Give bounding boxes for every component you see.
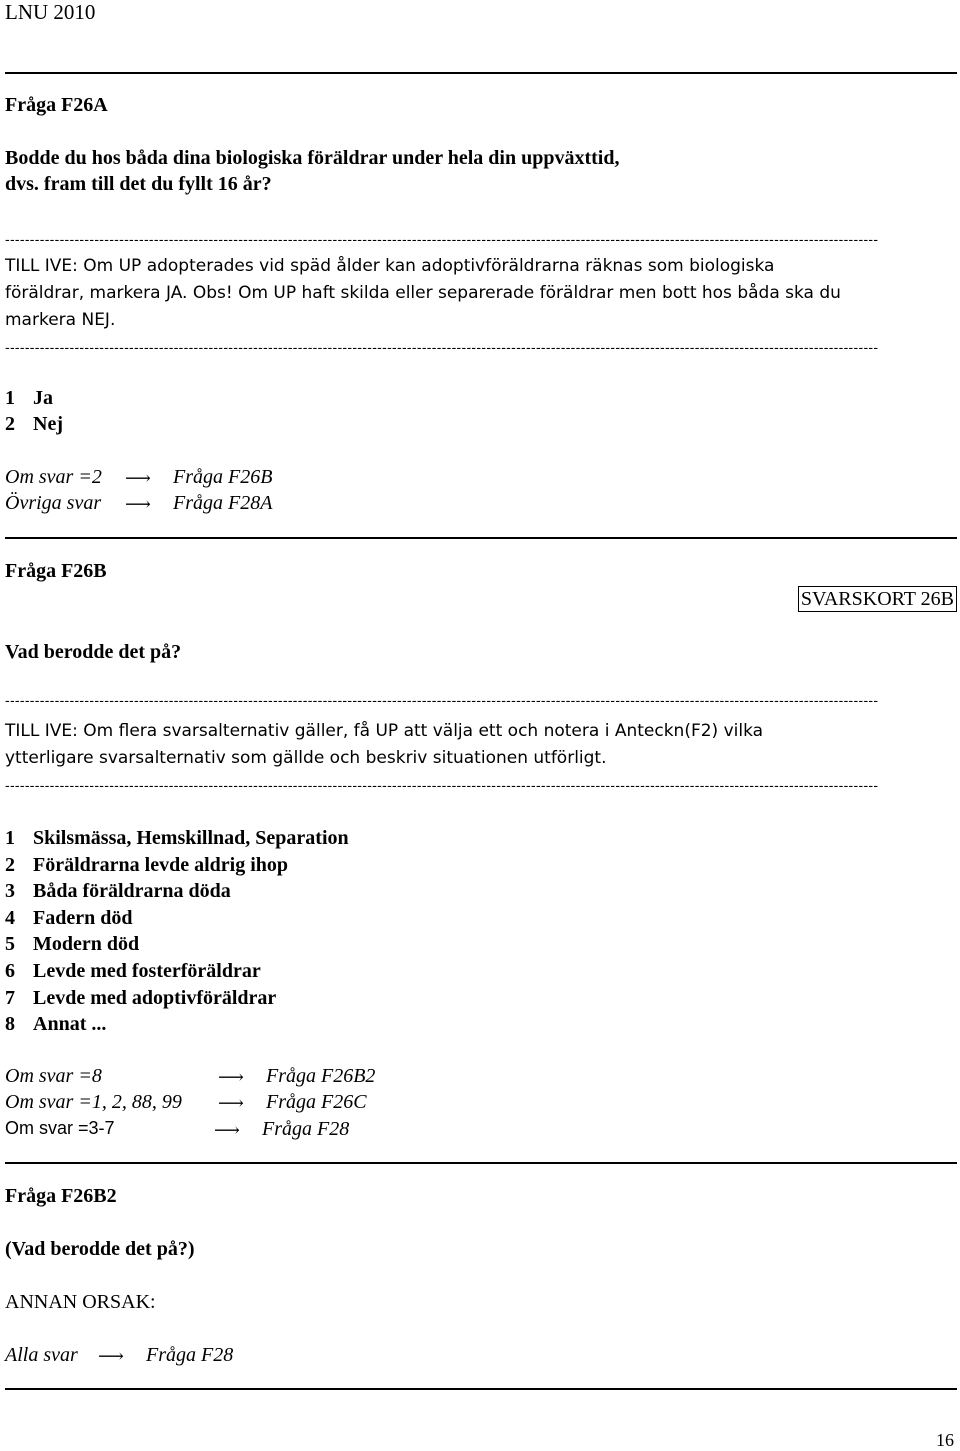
option-number: 1: [5, 827, 15, 849]
option-label: Ja: [33, 387, 53, 409]
option-number: 3: [5, 880, 15, 903]
routing-condition: Alla svar: [5, 1344, 78, 1366]
routing-target: Fråga F26B: [173, 466, 273, 488]
option-number: 2: [5, 853, 15, 876]
option-label: Levde med adoptivföräldrar: [33, 986, 277, 1009]
dashed-separator: --------------------------------------------------------------------------------------------------------------------------------------------------------------------------------: [5, 692, 879, 708]
document-header: LNU 2010: [5, 0, 96, 24]
option-label: Fadern död: [33, 906, 133, 929]
answer-option: [5, 878, 349, 905]
option-number: 5: [5, 933, 15, 956]
option-number: 4: [5, 906, 15, 929]
option-number: 8: [5, 1013, 15, 1036]
answer-option: [5, 931, 349, 958]
section-rule: [5, 1162, 957, 1164]
routing-target: Fråga F26B2: [266, 1065, 376, 1087]
arrow-right-icon: ⟶: [218, 1093, 244, 1113]
arrow-right-icon: ⟶: [214, 1120, 240, 1140]
interviewer-instruction-line: ytterligare svarsalternativ som gällde och beskriv situationen utförligt.: [5, 748, 607, 768]
question-text-line: Bodde du hos båda dina biologiska föräldrar under hela din uppväxttid,: [5, 147, 620, 169]
other-reason-label: ANNAN ORSAK:: [5, 1291, 156, 1313]
answer-option: [5, 905, 349, 932]
routing-condition: Om svar =8: [5, 1065, 102, 1087]
answer-options-list: [5, 825, 349, 1038]
interviewer-instruction-line: TILL IVE: Om UP adopterades vid späd ålder kan adoptivföräldrarna räknas som biologiska: [5, 256, 775, 276]
answer-option: [5, 387, 53, 410]
routing-condition: Om svar =2: [5, 466, 102, 488]
question-title-f26b: Fråga F26B: [5, 560, 107, 582]
option-label: Nej: [33, 413, 63, 435]
question-text-line: Vad berodde det på?: [5, 641, 182, 663]
option-number: 7: [5, 986, 15, 1009]
arrow-right-icon: ⟶: [98, 1346, 124, 1366]
option-label: Skilsmässa, Hemskillnad, Separation: [33, 827, 349, 849]
option-label: Modern död: [33, 933, 140, 956]
option-label: Annat ...: [33, 1013, 107, 1036]
page-number: 16: [936, 1430, 954, 1450]
answer-option: [5, 413, 63, 436]
arrow-right-icon: ⟶: [125, 468, 151, 488]
interviewer-instruction-line: TILL IVE: Om flera svarsalternativ gäller, få UP att välja ett och notera i Anteckn(F2) vilka: [5, 721, 764, 741]
routing-target: Fråga F26C: [266, 1091, 367, 1113]
routing-condition: Övriga svar: [5, 492, 102, 514]
option-label: Levde med fosterföräldrar: [33, 959, 261, 982]
routing-target: Fråga F28: [146, 1344, 234, 1366]
question-title-f26a: Fråga F26A: [5, 94, 108, 116]
interviewer-instruction-line: föräldrar, markera JA. Obs! Om UP haft skilda eller separerade föräldrar men bott hos båda ska du: [5, 283, 841, 303]
routing-target: Fråga F28A: [173, 492, 273, 514]
option-number: 2: [5, 413, 15, 435]
footer-rule: [5, 1388, 957, 1390]
answer-option: [5, 985, 349, 1012]
dashed-separator: --------------------------------------------------------------------------------------------------------------------------------------------------------------------------------: [5, 777, 879, 793]
dashed-separator: --------------------------------------------------------------------------------------------------------------------------------------------------------------------------------: [5, 339, 879, 355]
answer-option: [5, 958, 349, 985]
routing-condition: Om svar =3-7: [5, 1118, 115, 1138]
option-number: 6: [5, 959, 15, 982]
question-text-line: (Vad berodde det på?): [5, 1238, 195, 1260]
arrow-right-icon: ⟶: [218, 1067, 244, 1087]
option-label: Båda föräldrarna döda: [33, 880, 231, 903]
header-rule: [5, 72, 957, 74]
answer-option: [5, 852, 349, 879]
question-text-line: dvs. fram till det du fyllt 16 år?: [5, 173, 272, 195]
arrow-right-icon: ⟶: [125, 494, 151, 514]
option-number: 1: [5, 387, 15, 409]
dashed-separator: --------------------------------------------------------------------------------------------------------------------------------------------------------------------------------: [5, 231, 879, 247]
answer-card-label: SVARSKORT 26B: [798, 586, 957, 612]
answer-option: [5, 825, 349, 852]
routing-target: Fråga F28: [262, 1118, 350, 1140]
option-label: Föräldrarna levde aldrig ihop: [33, 853, 288, 876]
answer-option: [5, 1011, 349, 1038]
question-title-f26b2: Fråga F26B2: [5, 1185, 117, 1207]
routing-condition: Om svar =1, 2, 88, 99: [5, 1091, 182, 1113]
interviewer-instruction-line: markera NEJ.: [5, 310, 116, 330]
section-rule: [5, 537, 957, 539]
